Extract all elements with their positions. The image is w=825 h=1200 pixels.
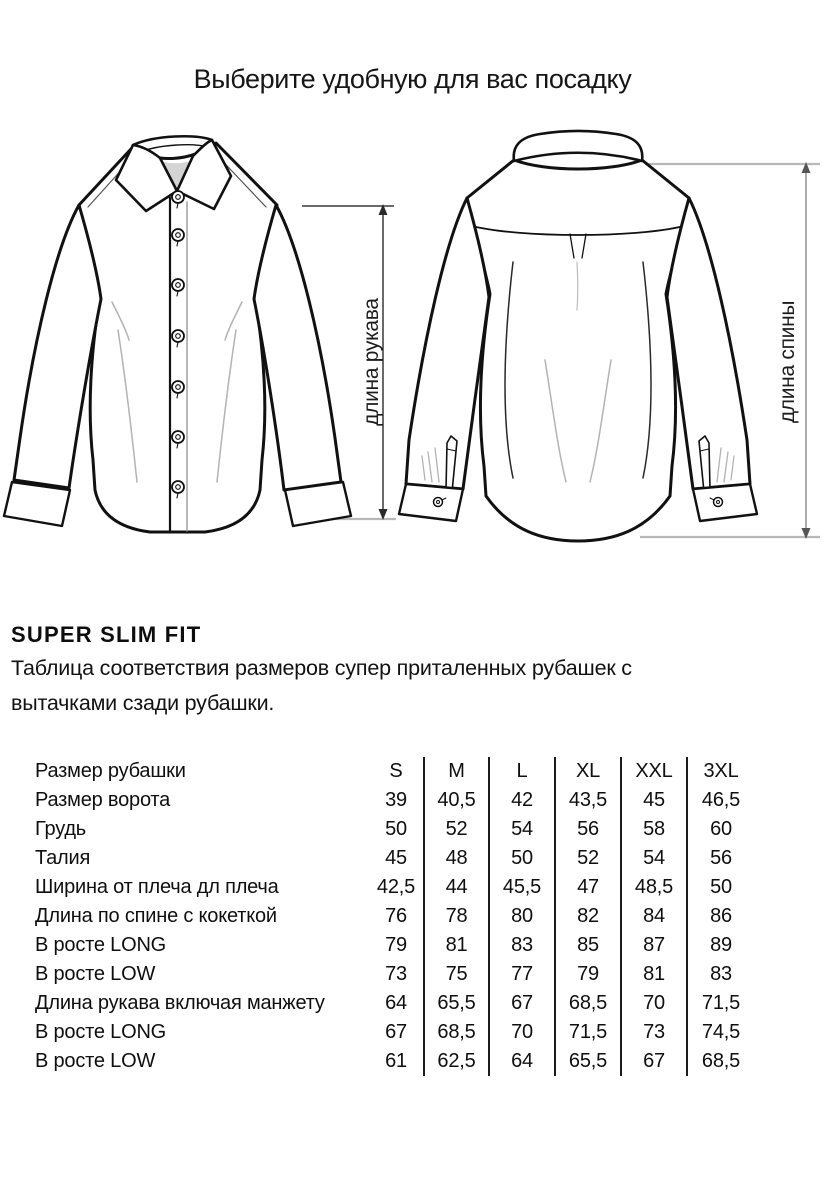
table-header-row [31, 757, 754, 786]
row-header-label: Размер рубашки [35, 760, 186, 782]
size-value-cell: 67 [385, 1021, 407, 1043]
row-label: Длина по спине с кокеткой [35, 905, 277, 927]
page-title: Выберите удобную для вас посадку [193, 64, 632, 95]
section-heading: SUPER SLIM FIT [11, 622, 202, 647]
size-value-cell: 79 [555, 960, 621, 989]
size-value-cell: 83 [489, 931, 555, 960]
size-value-cell: 64 [489, 1047, 555, 1076]
size-column-header: 3XL [687, 757, 754, 786]
row-label: Грудь [35, 818, 87, 840]
section-description: Таблица соответствия размеров супер приталенных рубашек с вытачками сзади рубашки. [11, 656, 632, 715]
size-value-cell: 83 [687, 960, 754, 989]
size-value-cell: 45 [385, 847, 407, 869]
size-value-cell: 64 [385, 992, 407, 1014]
size-column-header: XL [555, 757, 621, 786]
size-value-cell: 79 [385, 934, 407, 956]
size-value-cell: 67 [621, 1047, 687, 1076]
size-table-body [31, 757, 754, 1076]
size-value-cell: 70 [489, 1018, 555, 1047]
size-value-cell: 40,5 [424, 786, 489, 815]
table-row [31, 873, 754, 902]
size-value-cell: 65,5 [555, 1047, 621, 1076]
size-value-cell: 54 [489, 815, 555, 844]
size-value-cell: 52 [555, 844, 621, 873]
size-value-cell: 60 [687, 815, 754, 844]
size-value-cell: 89 [687, 931, 754, 960]
table-row [31, 815, 754, 844]
size-value-cell: 81 [621, 960, 687, 989]
size-value-cell: 87 [621, 931, 687, 960]
table-row [31, 844, 754, 873]
size-value-cell: 71,5 [555, 1018, 621, 1047]
table-row [31, 902, 754, 931]
size-value-cell: 68,5 [555, 989, 621, 1018]
table-row [31, 960, 754, 989]
size-column-header: L [489, 757, 555, 786]
size-value-cell: 52 [424, 815, 489, 844]
size-value-cell: 54 [621, 844, 687, 873]
back-shirt-drawing [399, 131, 757, 541]
size-value-cell: 71,5 [687, 989, 754, 1018]
row-label: Размер ворота [35, 789, 171, 811]
size-value-cell: 86 [687, 902, 754, 931]
row-label: Талия [35, 847, 91, 869]
size-value-cell: 50 [687, 873, 754, 902]
size-value-cell: 78 [424, 902, 489, 931]
size-value-cell: 61 [385, 1050, 407, 1072]
size-value-cell: 68,5 [424, 1018, 489, 1047]
size-value-cell: 73 [385, 963, 407, 985]
row-label: В росте LOW [35, 963, 156, 985]
size-value-cell: 76 [385, 905, 407, 927]
size-value-cell: 70 [621, 989, 687, 1018]
row-label: В росте LONG [35, 934, 167, 956]
sleeve-length-label: длина рукава [360, 298, 383, 426]
size-table [31, 757, 754, 1076]
size-value-cell: 84 [621, 902, 687, 931]
size-column-header: XXL [621, 757, 687, 786]
size-value-cell: 42,5 [376, 876, 416, 898]
size-value-cell: 45,5 [489, 873, 555, 902]
size-value-cell: 46,5 [687, 786, 754, 815]
size-value-cell: 48 [424, 844, 489, 873]
size-value-cell: 56 [555, 815, 621, 844]
size-value-cell: 81 [424, 931, 489, 960]
size-value-cell: 62,5 [424, 1047, 489, 1076]
size-value-cell: 50 [489, 844, 555, 873]
table-row [31, 786, 754, 815]
row-label: Длина рукава включая манжету [35, 992, 325, 1014]
row-label: В росте LOW [35, 1050, 156, 1072]
size-value-cell: 50 [385, 818, 407, 840]
size-value-cell: 48,5 [621, 873, 687, 902]
size-value-cell: 56 [687, 844, 754, 873]
size-value-cell: 42 [489, 786, 555, 815]
back-length-label: длина спины [776, 300, 799, 424]
row-label: В росте LONG [35, 1021, 167, 1043]
size-value-cell: 47 [555, 873, 621, 902]
size-value-cell: 77 [489, 960, 555, 989]
table-row [31, 1047, 754, 1076]
front-shirt-drawing [4, 136, 351, 532]
size-value-cell: 67 [489, 989, 555, 1018]
size-value-cell: 75 [424, 960, 489, 989]
size-value-cell: 82 [555, 902, 621, 931]
size-value-cell: 45 [621, 786, 687, 815]
row-label: Ширина от плеча дл плеча [35, 876, 279, 898]
size-value-cell: 44 [424, 873, 489, 902]
size-value-cell: 58 [621, 815, 687, 844]
shirts-diagram [0, 118, 825, 572]
table-row [31, 989, 754, 1018]
size-value-cell: 73 [621, 1018, 687, 1047]
size-column-header: M [424, 757, 489, 786]
size-value-cell: 39 [385, 789, 407, 811]
size-value-cell: 74,5 [687, 1018, 754, 1047]
size-value-cell: 65,5 [424, 989, 489, 1018]
size-value-cell: 80 [489, 902, 555, 931]
size-value-cell: 43,5 [555, 786, 621, 815]
size-value-cell: 85 [555, 931, 621, 960]
size-value-cell: 68,5 [687, 1047, 754, 1076]
table-row [31, 931, 754, 960]
size-column-header: S [389, 760, 403, 782]
table-row [31, 1018, 754, 1047]
